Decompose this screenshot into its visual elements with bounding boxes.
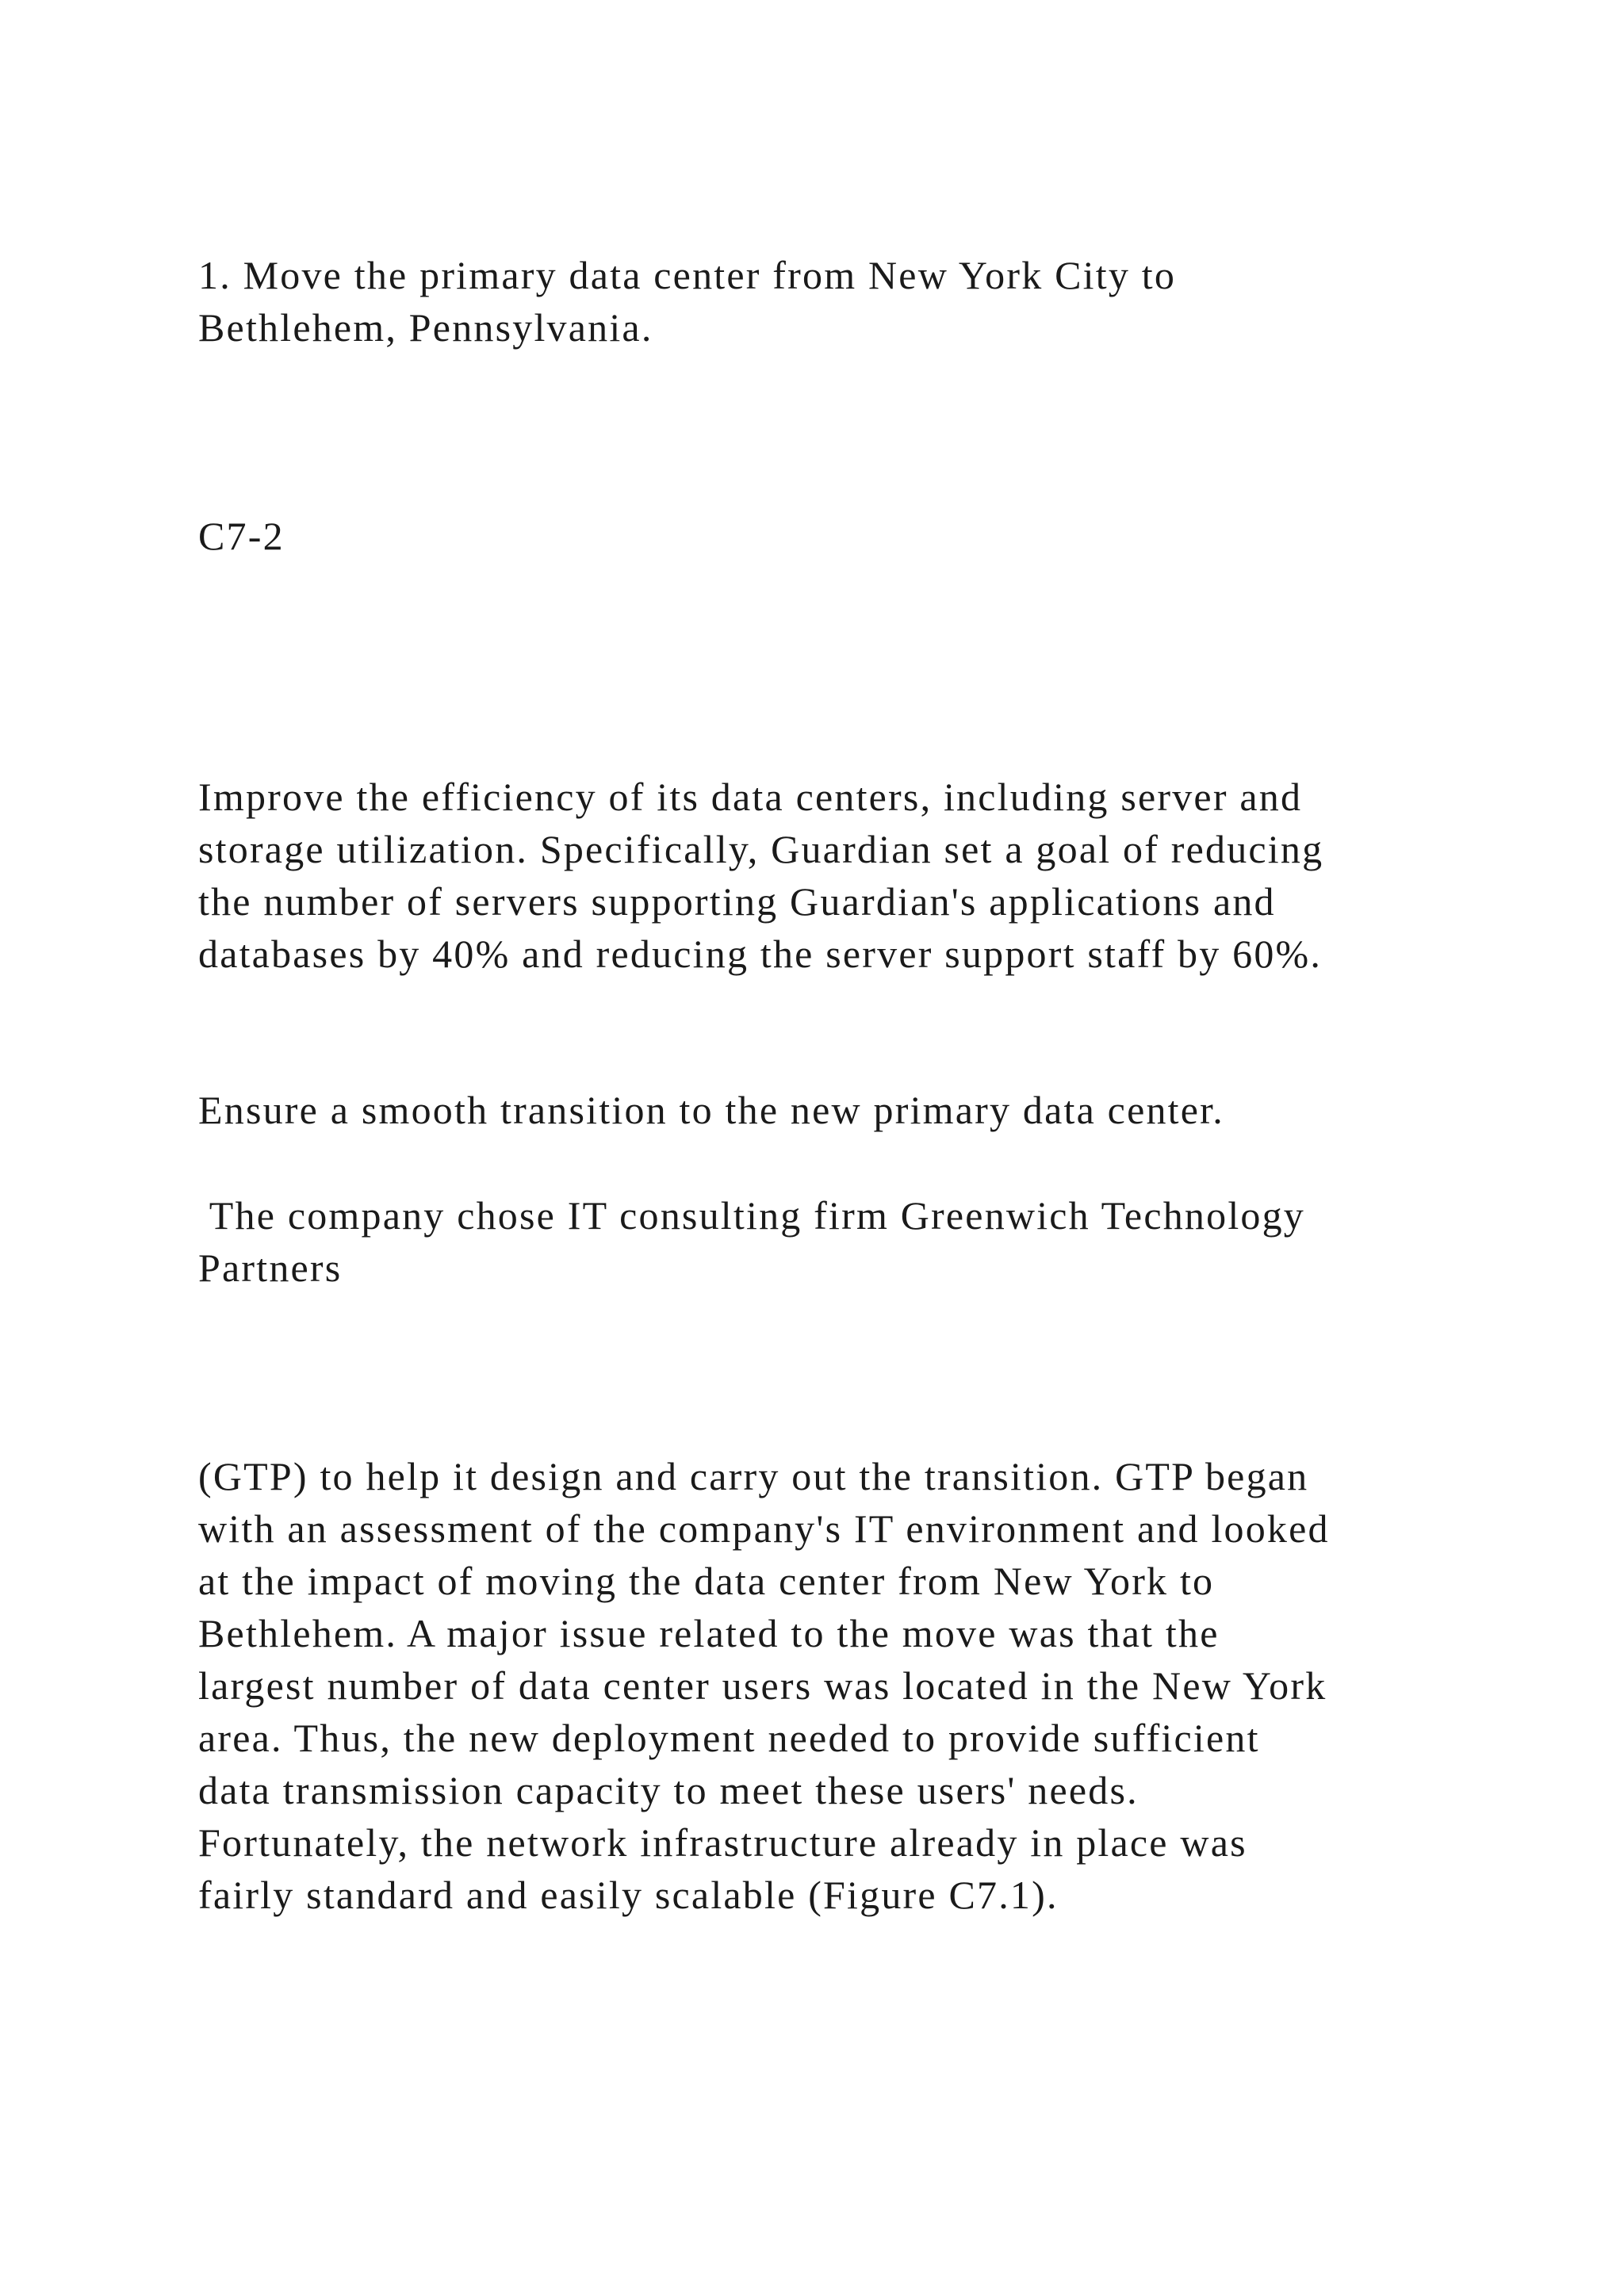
text-line: at the impact of moving the data center from New York to <box>198 1559 1215 1603</box>
paragraph-consulting-firm <box>198 1189 1467 1294</box>
text-line: area. Thus, the new deployment needed to provide sufficient <box>198 1716 1260 1760</box>
page-marker <box>198 510 1467 562</box>
paragraph-gtp-assessment <box>198 1450 1467 1921</box>
paragraph-improve-efficiency <box>198 771 1467 980</box>
text-line: The company chose IT consulting firm Greenwich Technology <box>198 1193 1306 1238</box>
text-line: Improve the efficiency of its data centers, including server and <box>198 775 1303 819</box>
text-line: storage utilization. Specifically, Guardian set a goal of reducing <box>198 827 1324 871</box>
text-line: Ensure a smooth transition to the new primary data center. <box>198 1088 1224 1132</box>
text-line: Bethlehem. A major issue related to the move was that the <box>198 1611 1220 1655</box>
paragraph-smooth-transition <box>198 1084 1467 1136</box>
text-line: C7-2 <box>198 514 285 558</box>
text-line: Partners <box>198 1246 343 1290</box>
paragraph-move-data-center <box>198 249 1467 354</box>
text-line: largest number of data center users was located in the New York <box>198 1663 1327 1708</box>
text-line: fairly standard and easily scalable (Figure C7.1). <box>198 1873 1059 1917</box>
text-line: data transmission capacity to meet these users' needs. <box>198 1768 1139 1812</box>
text-line: 1. Move the primary data center from New York City to <box>198 253 1177 297</box>
text-line: databases by 40% and reducing the server support staff by 60%. <box>198 932 1323 976</box>
text-line: the number of servers supporting Guardian's applications and <box>198 879 1276 924</box>
text-line: with an assessment of the company's IT environment and looked <box>198 1506 1330 1551</box>
text-line: Fortunately, the network infrastructure already in place was <box>198 1820 1247 1865</box>
text-line: (GTP) to help it design and carry out the transition. GTP began <box>198 1454 1309 1498</box>
text-line: Bethlehem, Pennsylvania. <box>198 305 653 350</box>
